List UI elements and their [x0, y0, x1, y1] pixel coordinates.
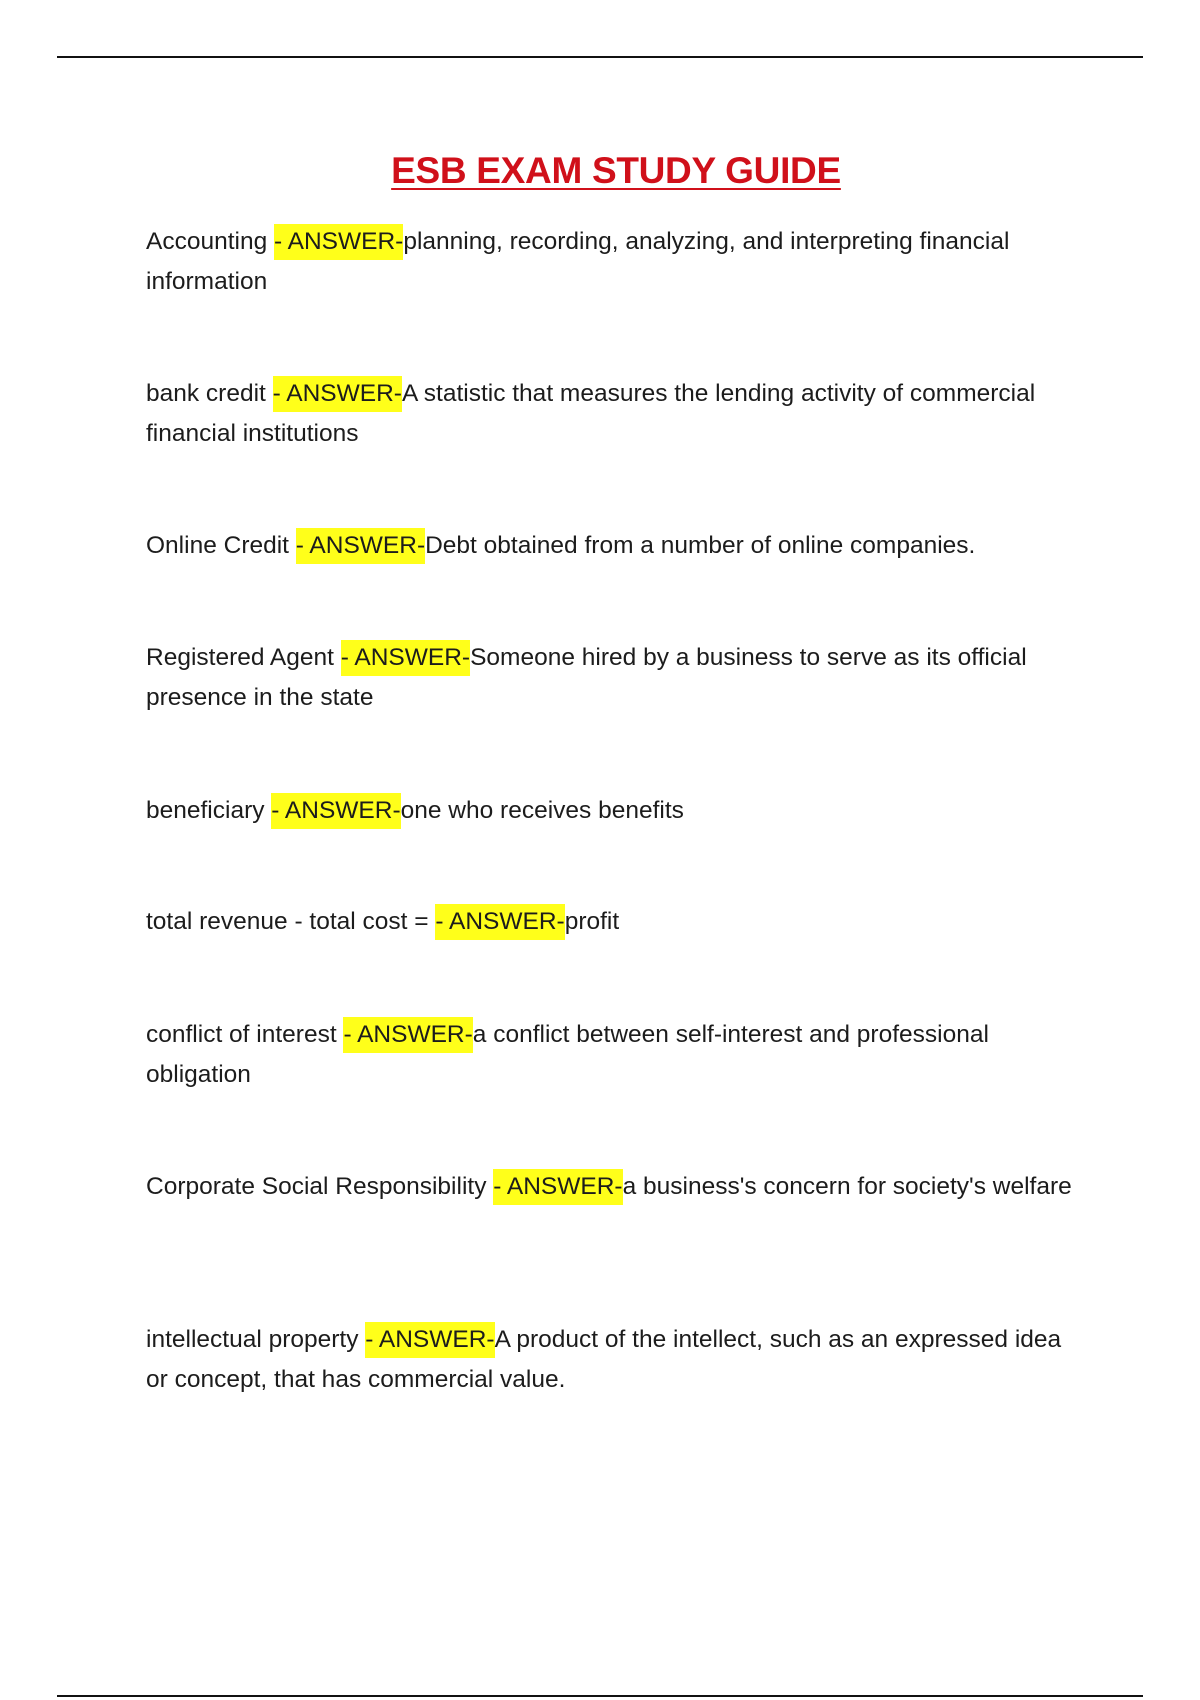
entry-profit — [146, 902, 1086, 942]
answer-marker: - ANSWER- — [343, 1017, 472, 1053]
bottom-rule — [57, 1695, 1143, 1697]
entry-corporate-social-responsibility — [146, 1167, 1086, 1207]
answer-marker: - ANSWER- — [435, 904, 564, 940]
top-rule — [57, 56, 1143, 58]
page-title: ESB EXAM STUDY GUIDE — [391, 150, 841, 191]
entry-definition: A statistic that measures the lending activity of commercial financial institutions — [146, 380, 1036, 447]
entry-definition: planning, recording, analyzing, and interpreting financial information — [146, 228, 1010, 295]
entry-definition: profit — [564, 908, 620, 935]
entry-term: beneficiary — [146, 797, 272, 824]
entry-term: conflict of interest — [146, 1021, 344, 1048]
answer-marker: - ANSWER- — [341, 640, 470, 676]
entry-term: Corporate Social Responsibility — [146, 1173, 494, 1200]
entry-accounting — [146, 222, 1086, 302]
entry-term: Online Credit — [146, 532, 296, 559]
entry-definition: a conflict between self-interest and professional obligation — [146, 1021, 989, 1088]
entry-conflict-of-interest — [146, 1015, 1086, 1095]
entry-term: bank credit — [146, 380, 273, 407]
entry-definition: one who receives benefits — [400, 797, 684, 824]
answer-marker: - ANSWER- — [296, 528, 425, 564]
entry-term: total revenue - total cost = — [146, 908, 436, 935]
answer-marker: - ANSWER- — [274, 224, 403, 260]
answer-marker: - ANSWER- — [365, 1322, 494, 1358]
answer-marker: - ANSWER- — [271, 793, 400, 829]
entry-definition: a business's concern for society's welfare — [622, 1173, 1072, 1200]
entry-intellectual-property — [146, 1320, 1086, 1400]
entry-definition: Someone hired by a business to serve as its official presence in the state — [146, 644, 1027, 711]
entry-bank-credit — [146, 374, 1086, 454]
entry-definition: Debt obtained from a number of online companies. — [425, 532, 976, 559]
entry-online-credit — [146, 526, 1086, 566]
answer-marker: - ANSWER- — [273, 376, 402, 412]
entry-term: Accounting — [146, 228, 275, 255]
entry-term: intellectual property — [146, 1326, 366, 1353]
entry-beneficiary — [146, 791, 1086, 831]
entry-term: Registered Agent — [146, 644, 341, 671]
answer-marker: - ANSWER- — [493, 1169, 622, 1205]
entry-registered-agent — [146, 638, 1086, 718]
entry-definition: A product of the intellect, such as an expressed idea or concept, that has commercial value. — [146, 1326, 1062, 1393]
